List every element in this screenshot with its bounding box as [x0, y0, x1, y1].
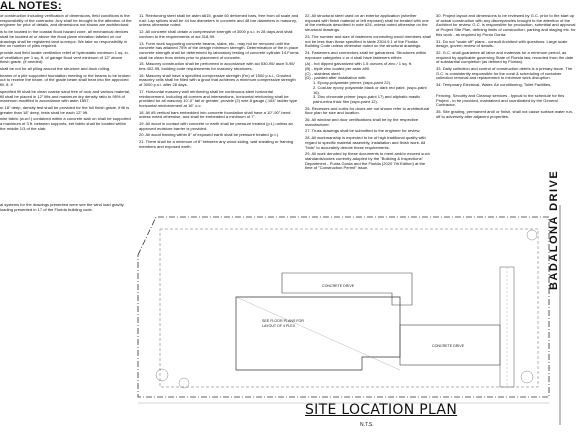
setback-line	[160, 229, 538, 387]
note-item-21: 21. There shall be a minimum of 8" between any wood siding, wall sheating or framing members and exposed earth.	[139, 139, 294, 149]
note-item-19: 19. All wood in contact with concrete or earth shall be pressure treated (p.t.) unless an approved moisture barrier is provided.	[139, 121, 293, 131]
note-item-34-cont: Fencing, Security and Cleanup services - typical to the schedule for this Project - to be provided, maintained and coordinated by the General Contractor.	[436, 92, 565, 108]
note-item-29: 29. All work denoted by these documents to meet and/or exceed such standards/codes currently adopted by the "Building & Inspections" Department - Punta Gorda and the Florida (2020 7th Edition) at the time of "Construction Permit" issue.	[305, 151, 430, 171]
notes-header: AL NOTES:	[0, 0, 62, 12]
concrete-drive-top	[282, 273, 412, 305]
notes-column-3	[305, 14, 431, 173]
note-subitem: (A) - hot dipped galvanized with 1.5 ounces of zinc / 1 sq. ft.	[305, 61, 413, 67]
footprint-diagonal	[236, 297, 400, 370]
drive-label-right: CONCRETE DRIVE	[432, 344, 465, 348]
site-plan-drawing	[132, 205, 576, 432]
note-subitem: 1. Epoxy-polyamide primer, (sspc-paint 22).	[313, 80, 392, 86]
note-paragraph: provide and field locate ventilation relief of hydrostatic minimum 1 sq. in. of ventilation per 1 sq. ft. of garage flood vent minimum of 12" above finish grade. (if needed)	[0, 49, 129, 65]
tree-symbol	[156, 369, 168, 381]
notes-column-1	[0, 14, 132, 133]
note-item-25: 25. Recesses and curbs for doors are not shown refer to architectural floor plan for size and location.	[305, 105, 430, 116]
note-paragraph: wire fabric (w.w.f.) contained within a concrete slab on shall be supported a maximum of 3 ft. between supports, eet fabric shall be located within the middle 1/3 of the slab.	[0, 116, 131, 131]
note-subitem: 2. Coal-tar epoxy polyamide black or dark red paint. (sspc-paint 16).	[313, 84, 427, 95]
note-item-17: 17. Horizontal masonry wall reinforcing shall be continuous steel horizontal reinforcement. Including all corners and intersections, horizontal reinforcing shall be provided for all masonry 10'-0" tall or greater, provide (2) wire 8 gauge (.164" ladder type horizontal reinforcement at 16" o.c.	[139, 88, 298, 108]
note-subitem: (B) - triple zinc coated per astm a90.	[305, 66, 371, 72]
note-item-18: 18. All #5 vertical bars embedded into concrete foundation shall have a 10"-90" bend unless noted otherwise, and shall be embedded a minimum of 7".	[139, 109, 291, 120]
building-note-line2: LAYOUT OF 4 PLEX	[262, 324, 296, 328]
drawing-title: SITE LOCATION PLAN	[305, 402, 458, 418]
note-item-22: 22. All structural steel used on an exterior application (whether exposed with finish material or left exposed) shall be treated with one of the methods described in note #24, unless noted otherwise on the structural drawings.	[305, 13, 429, 33]
street-label: BADALONA DRIVE	[548, 169, 560, 290]
note-item-11: 11. Reinforcing steel shall be astm a615, grade 60 deformed bars, free from oil scale and rust. Lap splices shall be 44 bar diameters in concrete and 48 bar diameters in masonry, unless otherwise noted.	[139, 13, 299, 28]
note-paragraph: beams of a pile supported foundation meeting or the beams to be broken out to receive the beam. of the grade beam shall bear into the approved fill. 8. if	[0, 72, 131, 88]
note-item-32: 32. G.C. shall guarantee all labor and materials for a minimum period, as required by applicable governing State of Florida law, recorded from the date of substantial completion (as defined by Florida).	[436, 49, 574, 65]
note-paragraph: specified fill shall be clean coarse sand free of rock and various material, fill shall be placed in 12" lifts and maximum dry density ratio to 95% of maximum modified in accordance with astm 1557.	[0, 88, 131, 104]
note-item-12: 12. All concrete shall obtain a compressive strength of 3000 p.s.i. in 28 days,and shall conform to the requirements of aci 318-99.	[139, 29, 293, 39]
notes-column-2	[139, 14, 299, 152]
drive-label-top: CONCRETE DRIVE	[322, 284, 355, 288]
tree-symbol	[179, 378, 189, 388]
note-item-16: 16. Masonry shall have a specified compressive strength (f'm) of 1500 p.s.i., Grouted masonry cells shall be filled with a grout that achieves a minimum compressive strength of 3000 p.s.i. after 28 days.	[139, 72, 296, 88]
structural-systems-note: al systems for the drawings presented were see the wind load gravity loading presented in 17 of the Florida building code.	[0, 202, 124, 212]
note-item-24: 24. Fasteners and connectors shall be galvanized. Structures within exposure categories c or d shall have fasteners either:	[305, 49, 427, 60]
note-item-15: 15. Masonry construction shall be performed in accordance with aci 530-95/ asce 5-95/ tms 402-95, building code requirements for masonry structures.	[139, 61, 295, 72]
note-item-28: 28. All workmanship is expected to be of high traditional quality with regard to specific material assembly, installation and finish work. All "bids" to accurately denote these requirements.	[305, 135, 426, 150]
tree-symbol	[521, 371, 533, 383]
note-paragraph: of construction including verification of dimensions, field conditions is the responsibility of the contractor. Any shall be brought to the attention of the engineer for prior of details, and dimensions not shown are architectural	[0, 13, 132, 28]
note-subitem: 3. Zinc chromate primer (sspc-paint 17) and aliphatic mastic paint-extra thick film (sspc-paint 12).	[313, 94, 421, 104]
note-item-30: 30. Project layout and dimensions to be reviewed by G.C. prior to the start up of actual construction with any discrepancies brought to the attention of the Architect for review. G.C. is responsible for production, submittal and approval of Project Site Plan, defining limits of construction, parking and staging etc. for this work - as required by Punta Gorda.	[436, 13, 576, 37]
drawing-scale: N.T.S.	[360, 422, 374, 428]
note-item-27: 27. Truss drawings shall be submitted to the engineer for review.	[305, 128, 421, 134]
note-subitem: (D) - painted after installation with:	[305, 75, 367, 81]
note-item-26: 26. All window and door certifications shall be by the respective manufacturer.	[305, 117, 419, 127]
note-paragraph: m 18" deep, density test shall be provided for the full finish grade, if fill is greater than 18" deep, tests shall be each 12" lift.	[0, 104, 130, 115]
note-item-20: 20. All wood framing within 8" of exposed earth shall be pressure treated (p.t.).	[139, 132, 280, 138]
note-item-13: 13. Form work supporting concrete beams, slabs, etc., may not be removed until the concrete has attained 75% of the design minimum strength. Determination of the in place concrete strength shall be determined by laboratory testing of concrete cylinder 14.Forms shall be clean from debris prior to placement of concrete.	[139, 40, 299, 60]
note-item-23: 23. The number and size of fasteners connecting wood members shall not be less than those specified in table 2304.9.1 of the Florida Building Code unless otherwise noted on the structural drawings.	[305, 33, 431, 49]
tree-symbol	[527, 230, 537, 240]
note-item-35: 35. Site grading, permanent and/ or finish, shall not cause surface water run-off to adversely alter adjacent properties.	[436, 108, 574, 119]
note-item-31: 31. Do not "scale off" plans - consult Architect with questions. Large scale design, govern review of details.	[436, 38, 568, 49]
note-item-33: 33. Daily collection and control of construction debris is a primary issue. The G.C. is consistently responsible for the coral & scheduling of container collection removal and replacement to minimize work disruption.	[436, 66, 573, 81]
notes-column-4	[436, 14, 576, 121]
note-subitem: (C) - stainless steel.	[305, 70, 341, 76]
note-item-34: 34. Temporary Electrical, Water, Air conditioning, Toilet Facilities,	[436, 82, 552, 88]
building-note-line1: SEE FLOOR PLANS FOR	[262, 319, 304, 323]
note-paragraph: is to be located in the coastal flood hazard zone, all mechanical devices shall be located at or above the flood plane elevation labeled on our drawings shall be registered land surveyor. We take no responsibility in the on number of piles required.	[0, 29, 129, 49]
note-paragraph: shall be not for all piling around the structure and dock rolling.	[0, 66, 111, 72]
